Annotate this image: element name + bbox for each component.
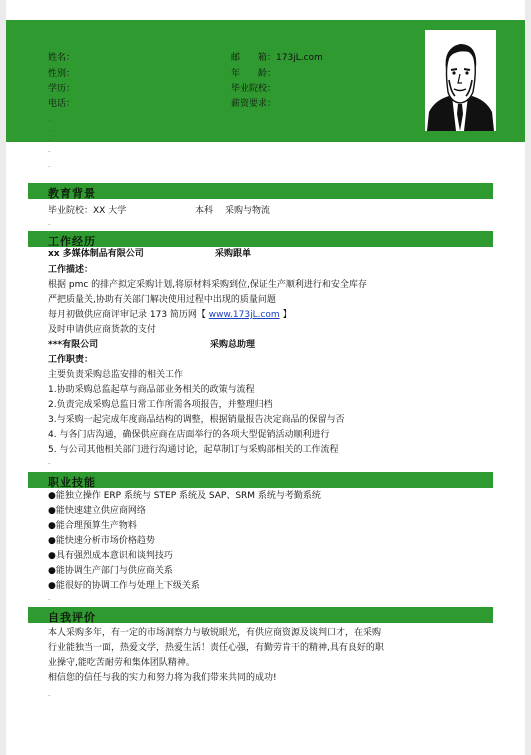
education-row: 学历： bbox=[48, 84, 76, 94]
job2-line: 3.与采购一起完成年度商品结构的调整，根据销量报告决定商品的保留与否 bbox=[48, 415, 345, 425]
job1-desc-label: 工作描述： bbox=[48, 265, 94, 275]
resume-page bbox=[6, 0, 525, 755]
spacer-mark: . bbox=[48, 594, 51, 602]
job2-line: 1.协助采购总监起草与商品部业务相关的政策与流程 bbox=[48, 385, 255, 395]
profile-photo bbox=[425, 30, 496, 131]
school-row: 毕业院校： bbox=[231, 84, 277, 94]
job1-line: 根据 pmc 的排产拟定采购计划,将原材料采购到位,保证生产顺利进行和安全库存 bbox=[48, 280, 367, 290]
header-marks: . . . bbox=[49, 115, 52, 143]
spacer-mark: . bbox=[48, 458, 51, 466]
section-title: 自我评价 bbox=[48, 611, 96, 624]
gender-row: 性别： bbox=[48, 69, 76, 79]
self-eval-line: 行业能独当一面，热爱文学，热爱生活！责任心强，有勤劳肯干的精神,具有良好的职 bbox=[48, 643, 384, 653]
job2-company: ***有限公司 采购总助理 bbox=[48, 340, 256, 350]
spacer-mark: . bbox=[48, 146, 51, 154]
job1-line: 严把质量关,协助有关部门解决使用过程中出现的质量问题 bbox=[48, 295, 276, 305]
section-title: 教育背景 bbox=[48, 187, 96, 200]
section-title: 职业技能 bbox=[48, 476, 96, 489]
header-band bbox=[6, 20, 525, 142]
section-skills bbox=[28, 472, 493, 488]
job2-desc-label: 工作职责： bbox=[48, 355, 94, 365]
job1-line: 及时申请供应商货款的支付 bbox=[48, 325, 157, 335]
section-education bbox=[28, 183, 493, 199]
self-eval-line: 相信您的信任与我的实力和努力将为我们带来共同的成功! bbox=[48, 673, 277, 683]
website-link[interactable]: www.173jL.com bbox=[208, 310, 280, 320]
email-row: 邮 箱：173jL.com bbox=[231, 53, 323, 63]
education-line: 毕业院校：XX 大学 本科 采购与物流 bbox=[48, 206, 271, 216]
skill-item: ●能合理预算生产物料 bbox=[48, 521, 137, 531]
section-experience bbox=[28, 231, 493, 247]
skill-item: ●能快速建立供应商网络 bbox=[48, 506, 146, 516]
job2-line: 5. 与公司其他相关部门进行沟通讨论，起草制订与采购部相关的工作流程 bbox=[48, 445, 339, 455]
job1-line-with-link: 每月初做供应商评审记录 173 简历网【 www.173jL.com 】 bbox=[48, 310, 292, 320]
spacer-mark: . bbox=[48, 690, 51, 698]
job2-line: 主要负责采购总监安排的相关工作 bbox=[48, 370, 184, 380]
section-title: 工作经历 bbox=[48, 235, 96, 248]
age-row: 年 龄： bbox=[231, 69, 277, 79]
skill-item: ●能很好的协调工作与处理上下级关系 bbox=[48, 581, 200, 591]
job2-line: 2.负责完成采购总监日常工作所需各项报告，并整理归档 bbox=[48, 400, 273, 410]
skill-item: ●能独立操作 ERP 系统与 STEP 系统及 SAP、SRM 系统与考勤系统 bbox=[48, 491, 321, 501]
portrait-icon bbox=[425, 30, 496, 131]
spacer-mark: . bbox=[48, 161, 51, 169]
name-row: 姓名： bbox=[48, 53, 76, 63]
phone-row: 电话： bbox=[48, 99, 76, 109]
skill-item: ●能快速分析市场价格趋势 bbox=[48, 536, 155, 546]
section-self-evaluation bbox=[28, 607, 493, 623]
spacer-mark: . bbox=[48, 219, 51, 227]
skill-item: ●具有强烈成本意识和谈判技巧 bbox=[48, 551, 173, 561]
job1-company: xx 多媒体制品有限公司 采购跟单 bbox=[48, 249, 252, 259]
self-eval-line: 业操守,能吃苦耐劳和集体团队精神。 bbox=[48, 658, 195, 668]
skill-item: ●能协调生产部门与供应商关系 bbox=[48, 566, 173, 576]
salary-row: 薪资要求： bbox=[231, 99, 277, 109]
self-eval-line: 本人采购多年，有一定的市场洞察力与敏锐眼光，有供应商资源及谈判口才，在采购 bbox=[48, 628, 382, 638]
job2-line: 4. 与各门店沟通，确保供应商在店面举行的各项大型促销活动顺利进行 bbox=[48, 430, 330, 440]
